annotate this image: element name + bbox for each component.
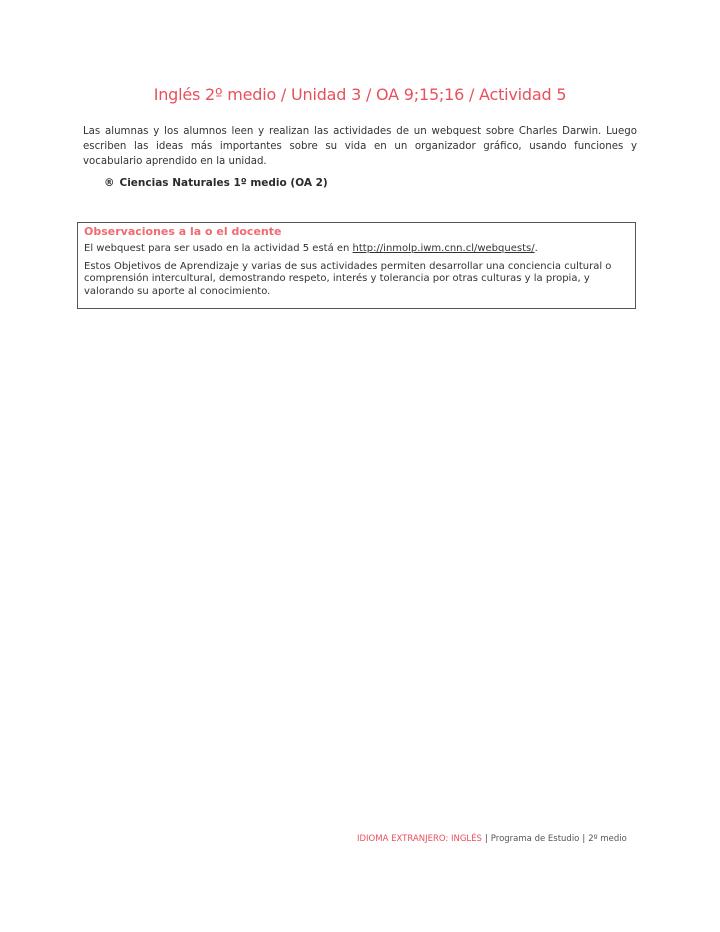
observations-paragraph-2: Estos Objetivos de Aprendizaje y varias de sus actividades permiten desarrollar una conciencia cultural o comprensión intercultural, demostrando respeto, interés y tolerancia por otras culturas y la propia, y valorando su aporte al conocimiento. <box>84 260 612 297</box>
teacher-observations-box <box>77 222 636 309</box>
cross-curricular-reference <box>104 177 328 189</box>
footer-program: Programa de Estudio <box>490 834 580 844</box>
p1-text: El webquest para ser usado en la actividad 5 está en <box>84 243 353 254</box>
footer-separator: | <box>582 834 586 844</box>
webquest-link[interactable]: http://inmolp.iwm.cnn.cl/webquests/ <box>352 243 535 254</box>
footer-grade: 2º medio <box>588 834 627 844</box>
p1-end: . <box>534 243 538 254</box>
page-title: Inglés 2º medio / Unidad 3 / OA 9;15;16 / Actividad 5 <box>153 85 567 104</box>
activity-description: Las alumnas y los alumnos leen y realizan las actividades de un webquest sobre Charles Darwin. Luego escriben las ideas más importantes sobre su vida en un organizador gráfico, usando funciones y vocabulario aprendido en la unidad. <box>83 126 637 167</box>
observations-title: Observaciones a la o el docente <box>84 225 282 238</box>
page-footer <box>357 834 627 844</box>
crossref-text: Ciencias Naturales 1º medio (OA 2) <box>119 177 328 189</box>
observations-paragraph-1 <box>84 243 629 256</box>
footer-separator: | <box>484 834 488 844</box>
registered-icon: ® <box>104 177 115 189</box>
footer-subject: IDIOMA EXTRANJERO: INGLÉS <box>357 834 482 844</box>
